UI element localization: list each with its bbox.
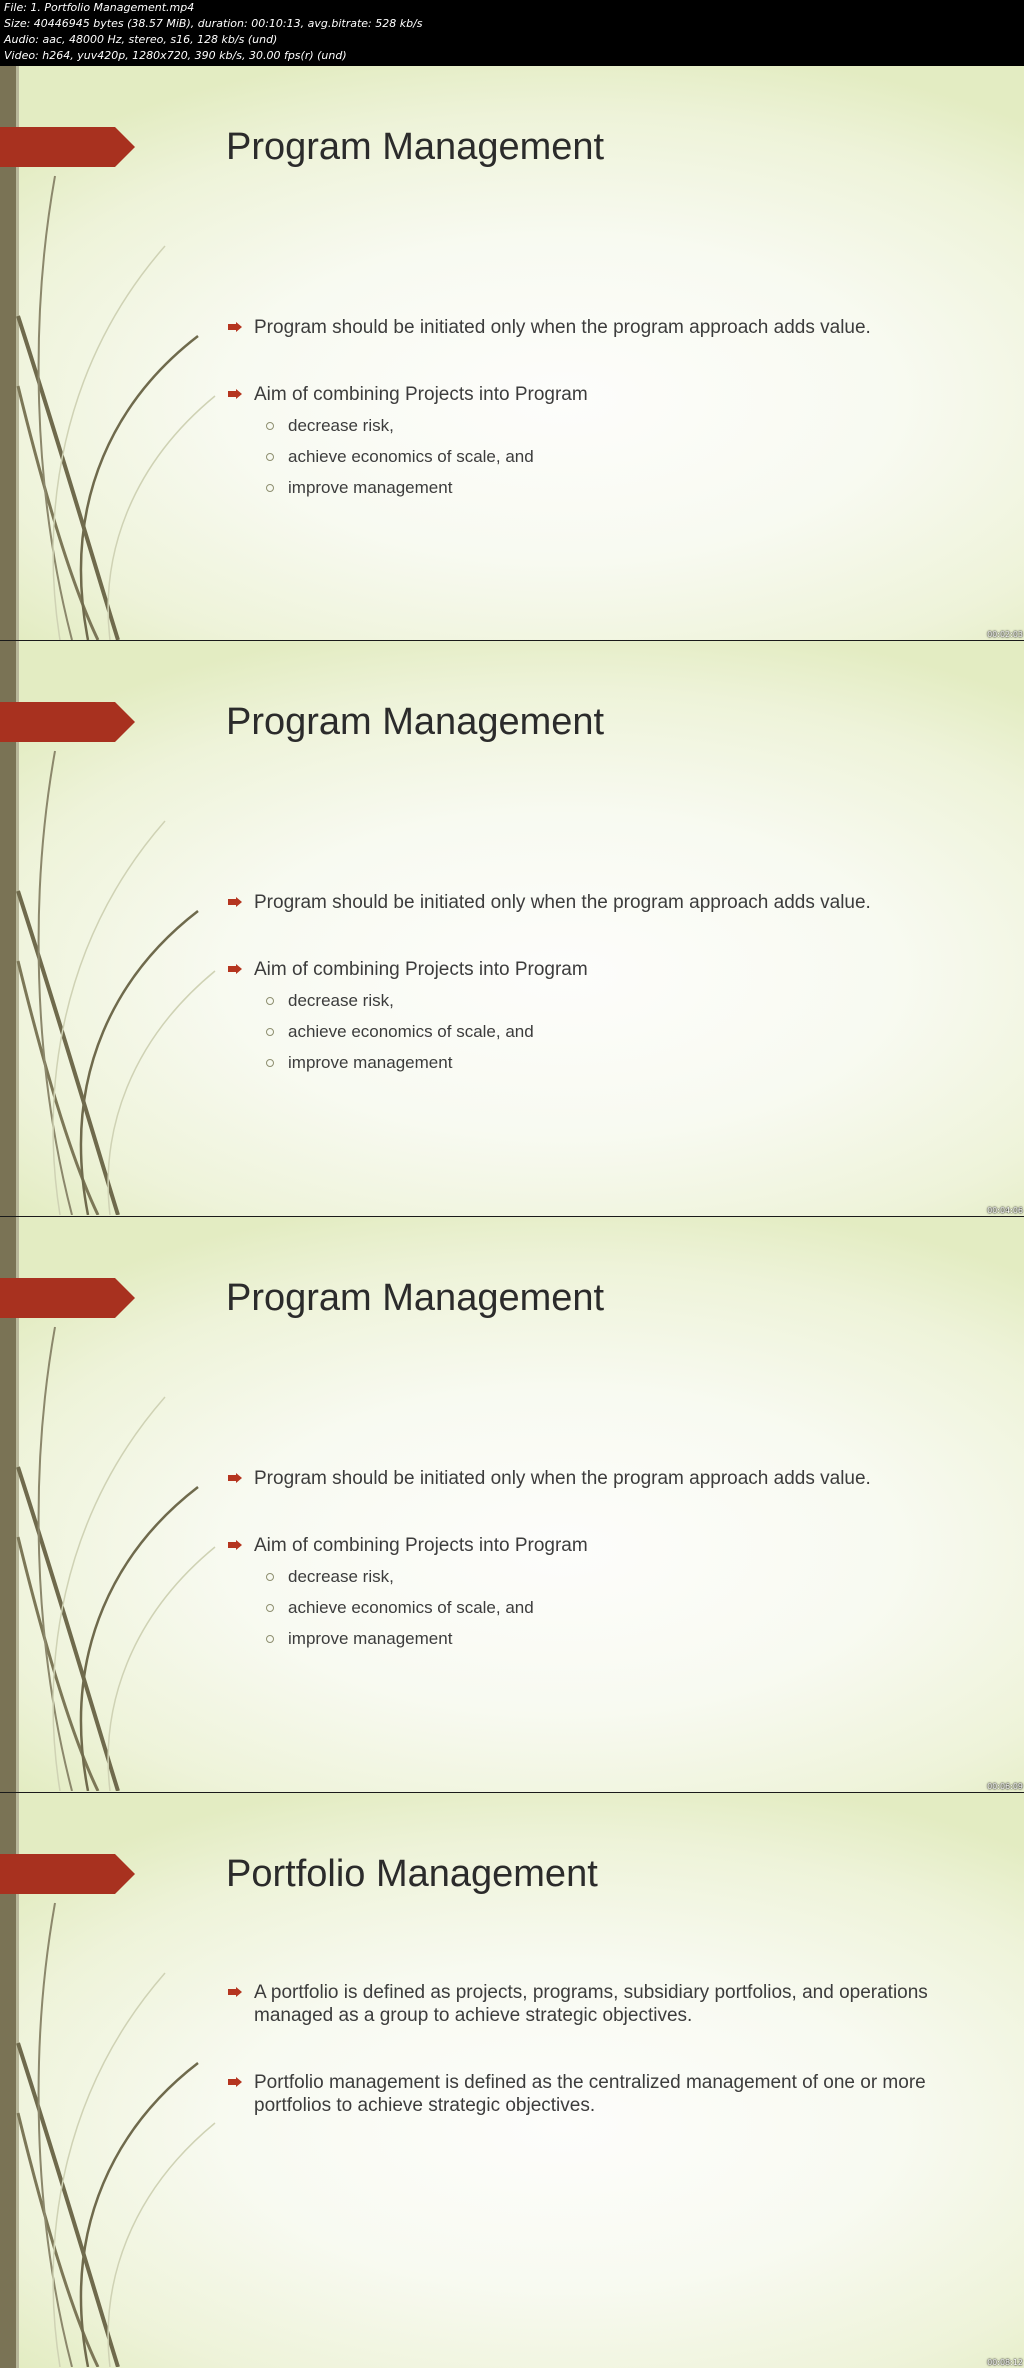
file-info-line: Size: 40446945 bytes (38.57 MiB), duration: 00:10:13, avg.bitrate: 528 kb/s bbox=[4, 17, 423, 30]
file-info-line: File: 1. Portfolio Management.mp4 bbox=[4, 1, 195, 14]
sub-bullet-text: achieve economics of scale, and bbox=[288, 1022, 534, 1041]
bullet-list bbox=[226, 891, 946, 1083]
circle-bullet-icon bbox=[266, 1604, 274, 1612]
circle-bullet-icon bbox=[266, 1059, 274, 1067]
bullet-item bbox=[226, 1534, 946, 1649]
bullet-item bbox=[226, 1981, 946, 2027]
file-info-header bbox=[0, 0, 1024, 66]
bullet-arrow-icon bbox=[228, 1540, 242, 1550]
bullet-item bbox=[226, 1467, 946, 1490]
title-arrow-icon bbox=[0, 1854, 135, 1894]
sub-bullet-text: decrease risk, bbox=[288, 1567, 394, 1586]
bullet-text: A portfolio is defined as projects, programs, subsidiary portfolios, and operations managed as a group to achieve strategic objectives. bbox=[254, 1982, 928, 2026]
bullet-arrow-icon bbox=[228, 389, 242, 399]
circle-bullet-icon bbox=[266, 453, 274, 461]
slide-title: Portfolio Management bbox=[226, 1853, 598, 1895]
file-info-line: Audio: aac, 48000 Hz, stereo, s16, 128 kb/s (und) bbox=[4, 33, 278, 46]
sub-bullet-text: decrease risk, bbox=[288, 416, 394, 435]
file-info-line: Video: h264, yuv420p, 1280x720, 390 kb/s, 30.00 fps(r) (und) bbox=[4, 49, 347, 62]
video-frame bbox=[0, 1792, 1024, 2368]
thumbnail-grid bbox=[0, 66, 1024, 2368]
bullet-text: Aim of combining Projects into Program bbox=[254, 1535, 588, 1556]
bullet-arrow-icon bbox=[228, 964, 242, 974]
bullet-arrow-icon bbox=[228, 322, 242, 332]
sub-bullet-text: achieve economics of scale, and bbox=[288, 447, 534, 466]
sub-bullet-text: decrease risk, bbox=[288, 991, 394, 1010]
sub-bullet-item bbox=[260, 477, 946, 498]
bullet-text: Program should be initiated only when the program approach adds value. bbox=[254, 1468, 871, 1489]
bullet-arrow-icon bbox=[228, 2077, 242, 2087]
circle-bullet-icon bbox=[266, 997, 274, 1005]
sub-bullet-item bbox=[260, 446, 946, 467]
video-frame bbox=[0, 1216, 1024, 1792]
circle-bullet-icon bbox=[266, 1028, 274, 1036]
bullet-item bbox=[226, 383, 946, 498]
sub-bullet-item bbox=[260, 1597, 946, 1618]
bullet-item bbox=[226, 958, 946, 1073]
circle-bullet-icon bbox=[266, 484, 274, 492]
sub-bullet-list bbox=[254, 990, 946, 1073]
timestamp-label: 00:08:12 bbox=[987, 2358, 1023, 2367]
timestamp-label: 00:04:06 bbox=[987, 1206, 1023, 1215]
timestamp-label: 00:02:03 bbox=[987, 630, 1023, 639]
circle-bullet-icon bbox=[266, 422, 274, 430]
sub-bullet-item bbox=[260, 1021, 946, 1042]
circle-bullet-icon bbox=[266, 1635, 274, 1643]
sub-bullet-text: improve management bbox=[288, 1629, 453, 1648]
sub-bullet-item bbox=[260, 990, 946, 1011]
slide-title: Program Management bbox=[226, 701, 605, 743]
bullet-item bbox=[226, 316, 946, 339]
bullet-text: Aim of combining Projects into Program bbox=[254, 959, 588, 980]
title-arrow-icon bbox=[0, 1278, 135, 1318]
bullet-text: Portfolio management is defined as the centralized management of one or more portfolios to achieve strategic objectives. bbox=[254, 2072, 926, 2116]
sub-bullet-item bbox=[260, 1566, 946, 1587]
sub-bullet-text: improve management bbox=[288, 1053, 453, 1072]
bullet-list bbox=[226, 316, 946, 508]
bullet-text: Program should be initiated only when the program approach adds value. bbox=[254, 317, 871, 338]
bullet-list bbox=[226, 1467, 946, 1659]
sub-bullet-text: improve management bbox=[288, 478, 453, 497]
bullet-item bbox=[226, 891, 946, 914]
video-frame bbox=[0, 640, 1024, 1216]
sub-bullet-text: achieve economics of scale, and bbox=[288, 1598, 534, 1617]
video-frame bbox=[0, 66, 1024, 640]
slide-title: Program Management bbox=[226, 1277, 605, 1319]
bullet-arrow-icon bbox=[228, 897, 242, 907]
bullet-text: Program should be initiated only when the program approach adds value. bbox=[254, 892, 871, 913]
bullet-arrow-icon bbox=[228, 1987, 242, 1997]
title-arrow-icon bbox=[0, 127, 135, 167]
bullet-arrow-icon bbox=[228, 1473, 242, 1483]
sub-bullet-item bbox=[260, 1628, 946, 1649]
circle-bullet-icon bbox=[266, 1573, 274, 1581]
sub-bullet-item bbox=[260, 415, 946, 436]
slide-title: Program Management bbox=[226, 126, 605, 168]
sub-bullet-list bbox=[254, 1566, 946, 1649]
sub-bullet-item bbox=[260, 1052, 946, 1073]
sub-bullet-list bbox=[254, 415, 946, 498]
timestamp-label: 00:06:09 bbox=[987, 1782, 1023, 1791]
title-arrow-icon bbox=[0, 702, 135, 742]
bullet-item bbox=[226, 2071, 946, 2117]
bullet-text: Aim of combining Projects into Program bbox=[254, 384, 588, 405]
bullet-list bbox=[226, 1981, 946, 2117]
